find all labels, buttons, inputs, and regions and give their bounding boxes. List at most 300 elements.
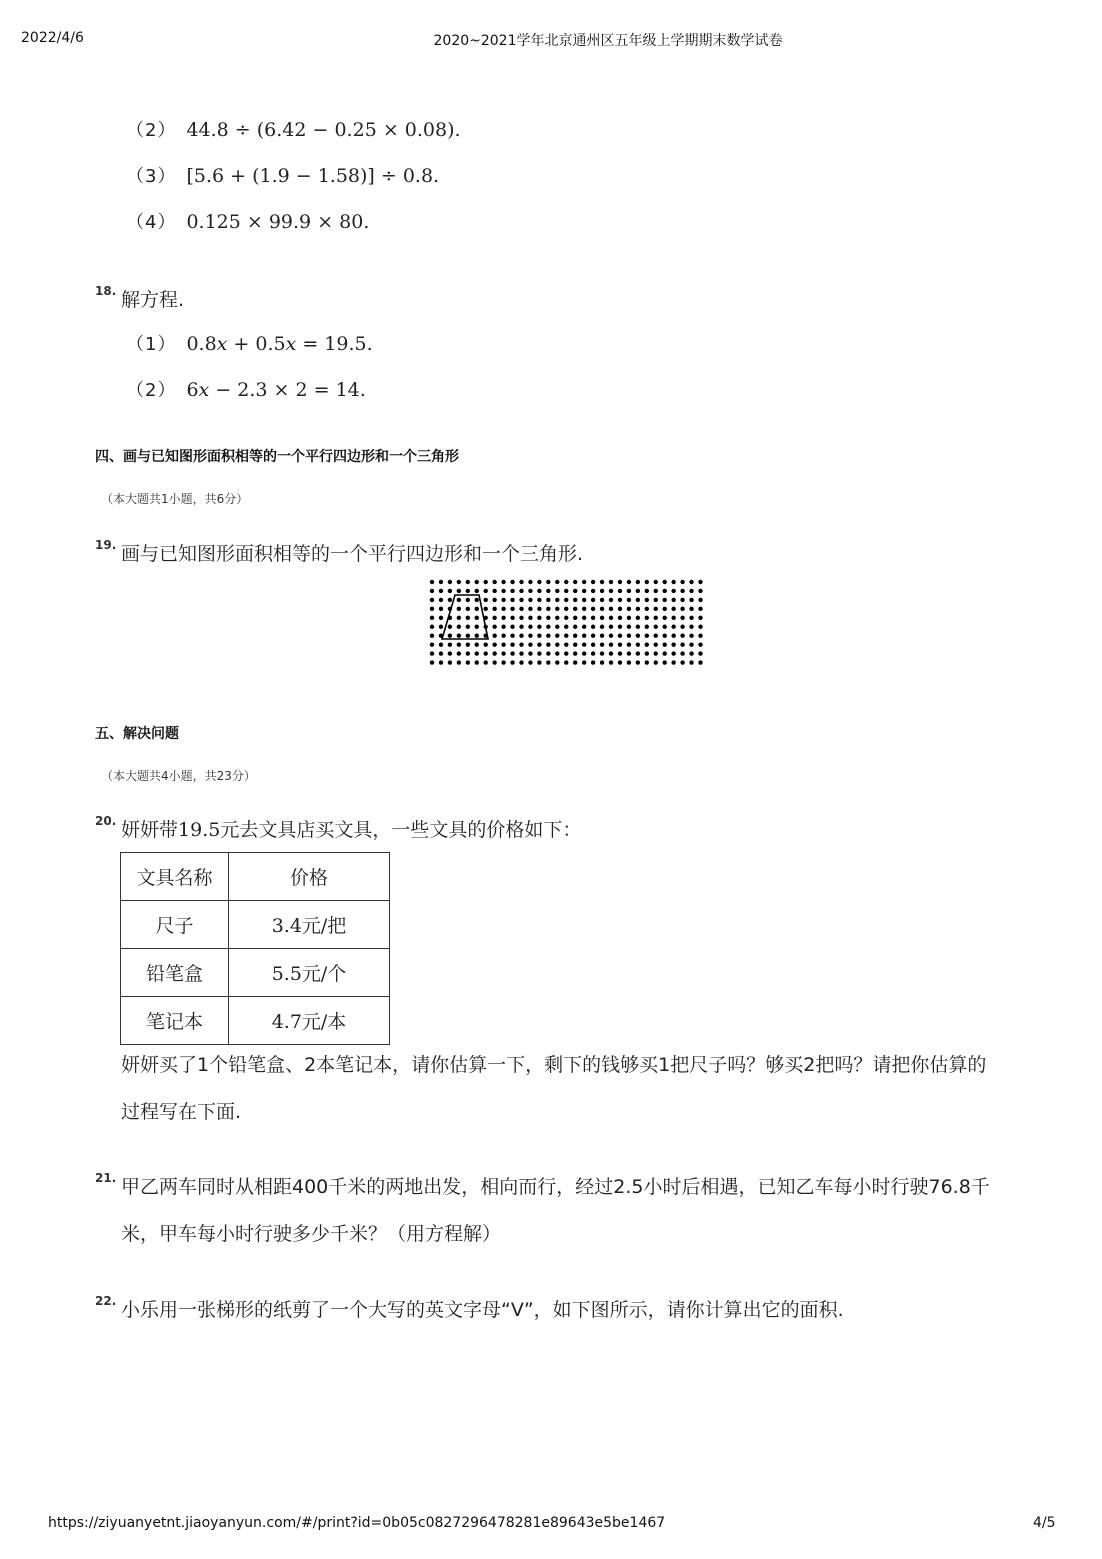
grid-dot [609,598,613,602]
grid-dot [510,642,514,646]
grid-dot [600,660,604,664]
grid-dot [591,580,595,584]
grid-dot [582,642,586,646]
grid-dot [689,642,693,646]
grid-dot [636,660,640,664]
section5-title: 五、解决问题 [95,726,179,742]
grid-dot [484,607,488,611]
grid-dot [510,616,514,620]
q18-item-1: （1） 0.8x + 0.5x = 19.5. [126,333,373,355]
grid-dot [698,651,702,655]
grid-dot [698,625,702,629]
dot-grid [430,580,703,665]
grid-dot [537,625,541,629]
q22-number: 22. [95,1294,117,1308]
price-table [120,852,390,1045]
grid-dot [448,625,452,629]
grid-dot [510,589,514,593]
grid-dot [618,642,622,646]
grid-dot [698,660,702,664]
grid-dot [555,625,559,629]
q19-number: 19. [95,538,117,552]
grid-dot [555,607,559,611]
table-row [121,949,390,997]
grid-dot [484,660,488,664]
grid-dot [636,634,640,638]
grid-dot [466,651,470,655]
grid-dot [519,580,523,584]
grid-dot [600,607,604,611]
grid-dot [671,616,675,620]
grid-dot [663,651,667,655]
grid-dot [519,660,523,664]
grid-dot [671,607,675,611]
grid-dot [466,625,470,629]
grid-dot [591,607,595,611]
grid-dot [600,580,604,584]
grid-dot [680,642,684,646]
grid-dot [582,607,586,611]
grid-dot [439,589,443,593]
grid-dot [609,660,613,664]
grid-dot [600,642,604,646]
grid-dot [689,616,693,620]
grid-dot [564,651,568,655]
grid-dot [439,607,443,611]
grid-dot [573,607,577,611]
section4-title: 四、画与已知图形面积相等的一个平行四边形和一个三角形 [95,449,459,465]
grid-dot [457,607,461,611]
grid-dot [466,580,470,584]
grid-dot [492,598,496,602]
grid-dot [555,660,559,664]
grid-dot [663,634,667,638]
grid-dot [430,651,434,655]
grid-dot [537,598,541,602]
grid-dot [627,642,631,646]
grid-dot [645,634,649,638]
grid-dot [439,580,443,584]
table-cell-price: 5.5元/个 [229,949,390,997]
grid-dot [564,607,568,611]
grid-dot [663,642,667,646]
grid-dot [573,598,577,602]
grid-dot [663,589,667,593]
grid-dot [591,660,595,664]
grid-dot [618,616,622,620]
header-title: 2020~2021学年北京通州区五年级上学期期末数学试卷 [433,33,783,49]
grid-dot [492,651,496,655]
grid-dot [600,634,604,638]
grid-dot [439,642,443,646]
grid-dot [466,634,470,638]
grid-dot [510,607,514,611]
grid-dot [627,598,631,602]
grid-dot [484,580,488,584]
grid-dot [528,625,532,629]
grid-dot [546,642,550,646]
grid-dot [492,589,496,593]
grid-dot [654,598,658,602]
grid-dot [501,625,505,629]
grid-dot [698,634,702,638]
grid-dot [627,660,631,664]
grid-dot [600,625,604,629]
grid-dot [528,607,532,611]
grid-dot [636,625,640,629]
grid-dot [501,589,505,593]
grid-dot [618,634,622,638]
grid-dot [430,580,434,584]
grid-dot [546,660,550,664]
grid-dot [528,634,532,638]
grid-dot [457,616,461,620]
grid-dot [457,589,461,593]
table-cell-price: 3.4元/把 [229,901,390,949]
grid-dot [475,598,479,602]
grid-dot [636,598,640,602]
grid-dot [564,642,568,646]
table-header-row [121,853,390,901]
grid-dot [591,642,595,646]
grid-dot [457,634,461,638]
grid-dot [618,598,622,602]
grid-dot [698,642,702,646]
grid-dot [430,660,434,664]
grid-dot [475,651,479,655]
grid-dot [663,598,667,602]
grid-dot [466,660,470,664]
q21-number: 21. [95,1171,117,1185]
grid-dot [537,660,541,664]
grid-dot [546,651,550,655]
grid-dot [519,598,523,602]
grid-dot [501,634,505,638]
table-cell-name: 尺子 [121,901,229,949]
grid-dot [609,589,613,593]
grid-dot [475,634,479,638]
grid-dot [492,625,496,629]
grid-dot [698,616,702,620]
table-cell-price: 4.7元/本 [229,997,390,1045]
grid-dot [591,651,595,655]
grid-dot [475,580,479,584]
table-cell-name: 铅笔盒 [121,949,229,997]
grid-dot [528,598,532,602]
grid-dot [591,634,595,638]
grid-dot [663,580,667,584]
grid-dot [609,580,613,584]
grid-dot [698,589,702,593]
grid-dot [654,625,658,629]
grid-dot [671,660,675,664]
grid-dot [573,580,577,584]
grid-dot [546,589,550,593]
grid-dot [609,651,613,655]
q20-followup-line1: 妍妍买了1个铅笔盒、2本笔记本，请你估算一下，剩下的钱够买1把尺子吗？够买2把吗？请把你估算的 [121,1054,987,1076]
grid-dot [680,580,684,584]
grid-dot [582,589,586,593]
grid-dot [537,634,541,638]
grid-dot [671,625,675,629]
grid-dot [528,589,532,593]
grid-dot [501,607,505,611]
grid-dot [582,660,586,664]
grid-dot [573,589,577,593]
grid-dot [564,660,568,664]
grid-dot [501,616,505,620]
grid-dot [519,589,523,593]
q18-item-2: （2） 6x − 2.3 × 2 = 14. [126,379,366,401]
grid-dot [671,634,675,638]
grid-dot [510,651,514,655]
grid-dot [573,616,577,620]
grid-dot [439,598,443,602]
grid-dot [537,651,541,655]
grid-dot [645,642,649,646]
grid-dot [636,642,640,646]
grid-dot [484,598,488,602]
grid-dot [448,580,452,584]
grid-dot [564,589,568,593]
grid-dot [564,580,568,584]
grid-dot [680,625,684,629]
table-row [121,997,390,1045]
grid-dot [600,598,604,602]
grid-dot [573,651,577,655]
grid-dot [546,607,550,611]
grid-dot [689,607,693,611]
grid-dot [555,651,559,655]
grid-dot [475,607,479,611]
grid-dot [492,616,496,620]
grid-dot [582,625,586,629]
grid-dot [627,580,631,584]
grid-dot [466,589,470,593]
grid-dot [627,589,631,593]
grid-dot [680,660,684,664]
grid-dot [555,616,559,620]
grid-dot [689,598,693,602]
grid-dot [680,598,684,602]
q21-line1: 甲乙两车同时从相距400千米的两地出发，相向而行，经过2.5小时后相遇，已知乙车每小时行驶76.8千 [121,1176,990,1198]
grid-dot [609,625,613,629]
q19-text: 画与已知图形面积相等的一个平行四边形和一个三角形. [121,543,584,565]
grid-dot [680,607,684,611]
grid-dot [519,625,523,629]
grid-dot [591,625,595,629]
grid-dot [439,616,443,620]
grid-dot [537,580,541,584]
grid-dot [448,651,452,655]
grid-dot [448,598,452,602]
grid-dot [582,580,586,584]
grid-dot [654,580,658,584]
grid-dot [475,625,479,629]
grid-dot [519,607,523,611]
table-header-name: 文具名称 [121,853,229,901]
grid-dot [492,660,496,664]
grid-dot [501,580,505,584]
q17-item-3: （3） [5.6 + (1.9 − 1.58)] ÷ 0.8. [126,165,440,187]
grid-dot [636,580,640,584]
grid-dot [439,625,443,629]
grid-dot [627,607,631,611]
header-date: 2022/4/6 [21,30,84,46]
grid-dot [492,634,496,638]
table-row [121,901,390,949]
grid-dot [698,607,702,611]
grid-dot [654,642,658,646]
grid-dot [519,651,523,655]
grid-dot [671,651,675,655]
grid-dot [430,642,434,646]
grid-dot [475,660,479,664]
grid-dot [546,616,550,620]
grid-dot [573,634,577,638]
grid-dot [600,616,604,620]
grid-dot [528,580,532,584]
grid-dot [466,607,470,611]
grid-dot [448,660,452,664]
footer-url: https://ziyuanyetnt.jiaoyanyun.com/#/print?id=0b05c0827296478281e89643e5be1467 [48,1515,666,1531]
grid-dot [645,607,649,611]
grid-dot [582,634,586,638]
q17-item-2: （2） 44.8 ÷ (6.42 − 0.25 × 0.08). [126,119,461,141]
section4-note: （本大题共1小题，共6分） [101,492,249,506]
grid-dot [618,660,622,664]
grid-dot [546,598,550,602]
table-cell-name: 笔记本 [121,997,229,1045]
grid-dot [663,625,667,629]
grid-dot [645,589,649,593]
grid-dot [627,616,631,620]
grid-dot [457,651,461,655]
grid-dot [689,651,693,655]
grid-dot [600,589,604,593]
grid-dot [609,616,613,620]
grid-dot [501,598,505,602]
grid-dot [555,634,559,638]
grid-dot [671,642,675,646]
grid-dot [689,580,693,584]
grid-dot [430,634,434,638]
grid-dot [519,634,523,638]
grid-dot [609,607,613,611]
grid-dot [430,589,434,593]
q20-number: 20. [95,814,117,828]
grid-dot [528,642,532,646]
grid-dot [492,642,496,646]
grid-dot [654,634,658,638]
grid-dot [510,625,514,629]
grid-dot [689,634,693,638]
q18-text: 解方程. [121,289,185,311]
grid-dot [537,642,541,646]
grid-dot [582,598,586,602]
grid-dot [573,625,577,629]
grid-dot [618,589,622,593]
grid-dot [591,598,595,602]
grid-dot [492,607,496,611]
grid-dot [564,625,568,629]
grid-dot [582,651,586,655]
grid-dot [609,642,613,646]
grid-dot [645,616,649,620]
dot-grid-figure [425,576,705,668]
grid-dot [555,642,559,646]
grid-dot [537,616,541,620]
grid-dot [609,634,613,638]
grid-dot [654,589,658,593]
grid-dot [528,616,532,620]
grid-dot [654,607,658,611]
grid-dot [636,651,640,655]
grid-dot [582,616,586,620]
grid-dot [564,634,568,638]
grid-dot [439,651,443,655]
grid-dot [484,642,488,646]
q17-item-4: （4） 0.125 × 99.9 × 80. [126,211,370,233]
q21-line2: 米，甲车每小时行驶多少千米？（用方程解） [121,1223,502,1245]
q20-text: 妍妍带19.5元去文具店买文具，一些文具的价格如下： [121,819,582,841]
grid-dot [618,580,622,584]
grid-dot [430,616,434,620]
grid-dot [546,634,550,638]
grid-dot [430,598,434,602]
q20-followup-line2: 过程写在下面. [121,1101,242,1123]
grid-dot [457,580,461,584]
grid-dot [564,598,568,602]
grid-dot [636,616,640,620]
grid-dot [689,589,693,593]
grid-dot [448,634,452,638]
grid-dot [627,625,631,629]
grid-dot [698,598,702,602]
grid-dot [680,616,684,620]
grid-dot [492,580,496,584]
grid-dot [591,589,595,593]
grid-dot [680,589,684,593]
grid-dot [475,589,479,593]
grid-dot [430,625,434,629]
grid-dot [618,625,622,629]
grid-dot [439,660,443,664]
grid-dot [671,589,675,593]
grid-dot [466,598,470,602]
grid-dot [457,660,461,664]
grid-dot [510,660,514,664]
grid-dot [537,589,541,593]
q22-text: 小乐用一张梯形的纸剪了一个大写的英文字母“V”，如下图所示，请你计算出它的面积. [121,1299,844,1321]
grid-dot [448,589,452,593]
grid-dot [627,651,631,655]
grid-dot [430,607,434,611]
grid-dot [689,625,693,629]
grid-dot [528,660,532,664]
grid-dot [663,660,667,664]
grid-dot [564,616,568,620]
grid-dot [654,651,658,655]
grid-dot [519,616,523,620]
grid-dot [636,589,640,593]
grid-dot [475,642,479,646]
grid-dot [501,642,505,646]
grid-dot [698,580,702,584]
grid-dot [654,616,658,620]
grid-dot [645,651,649,655]
grid-dot [680,634,684,638]
